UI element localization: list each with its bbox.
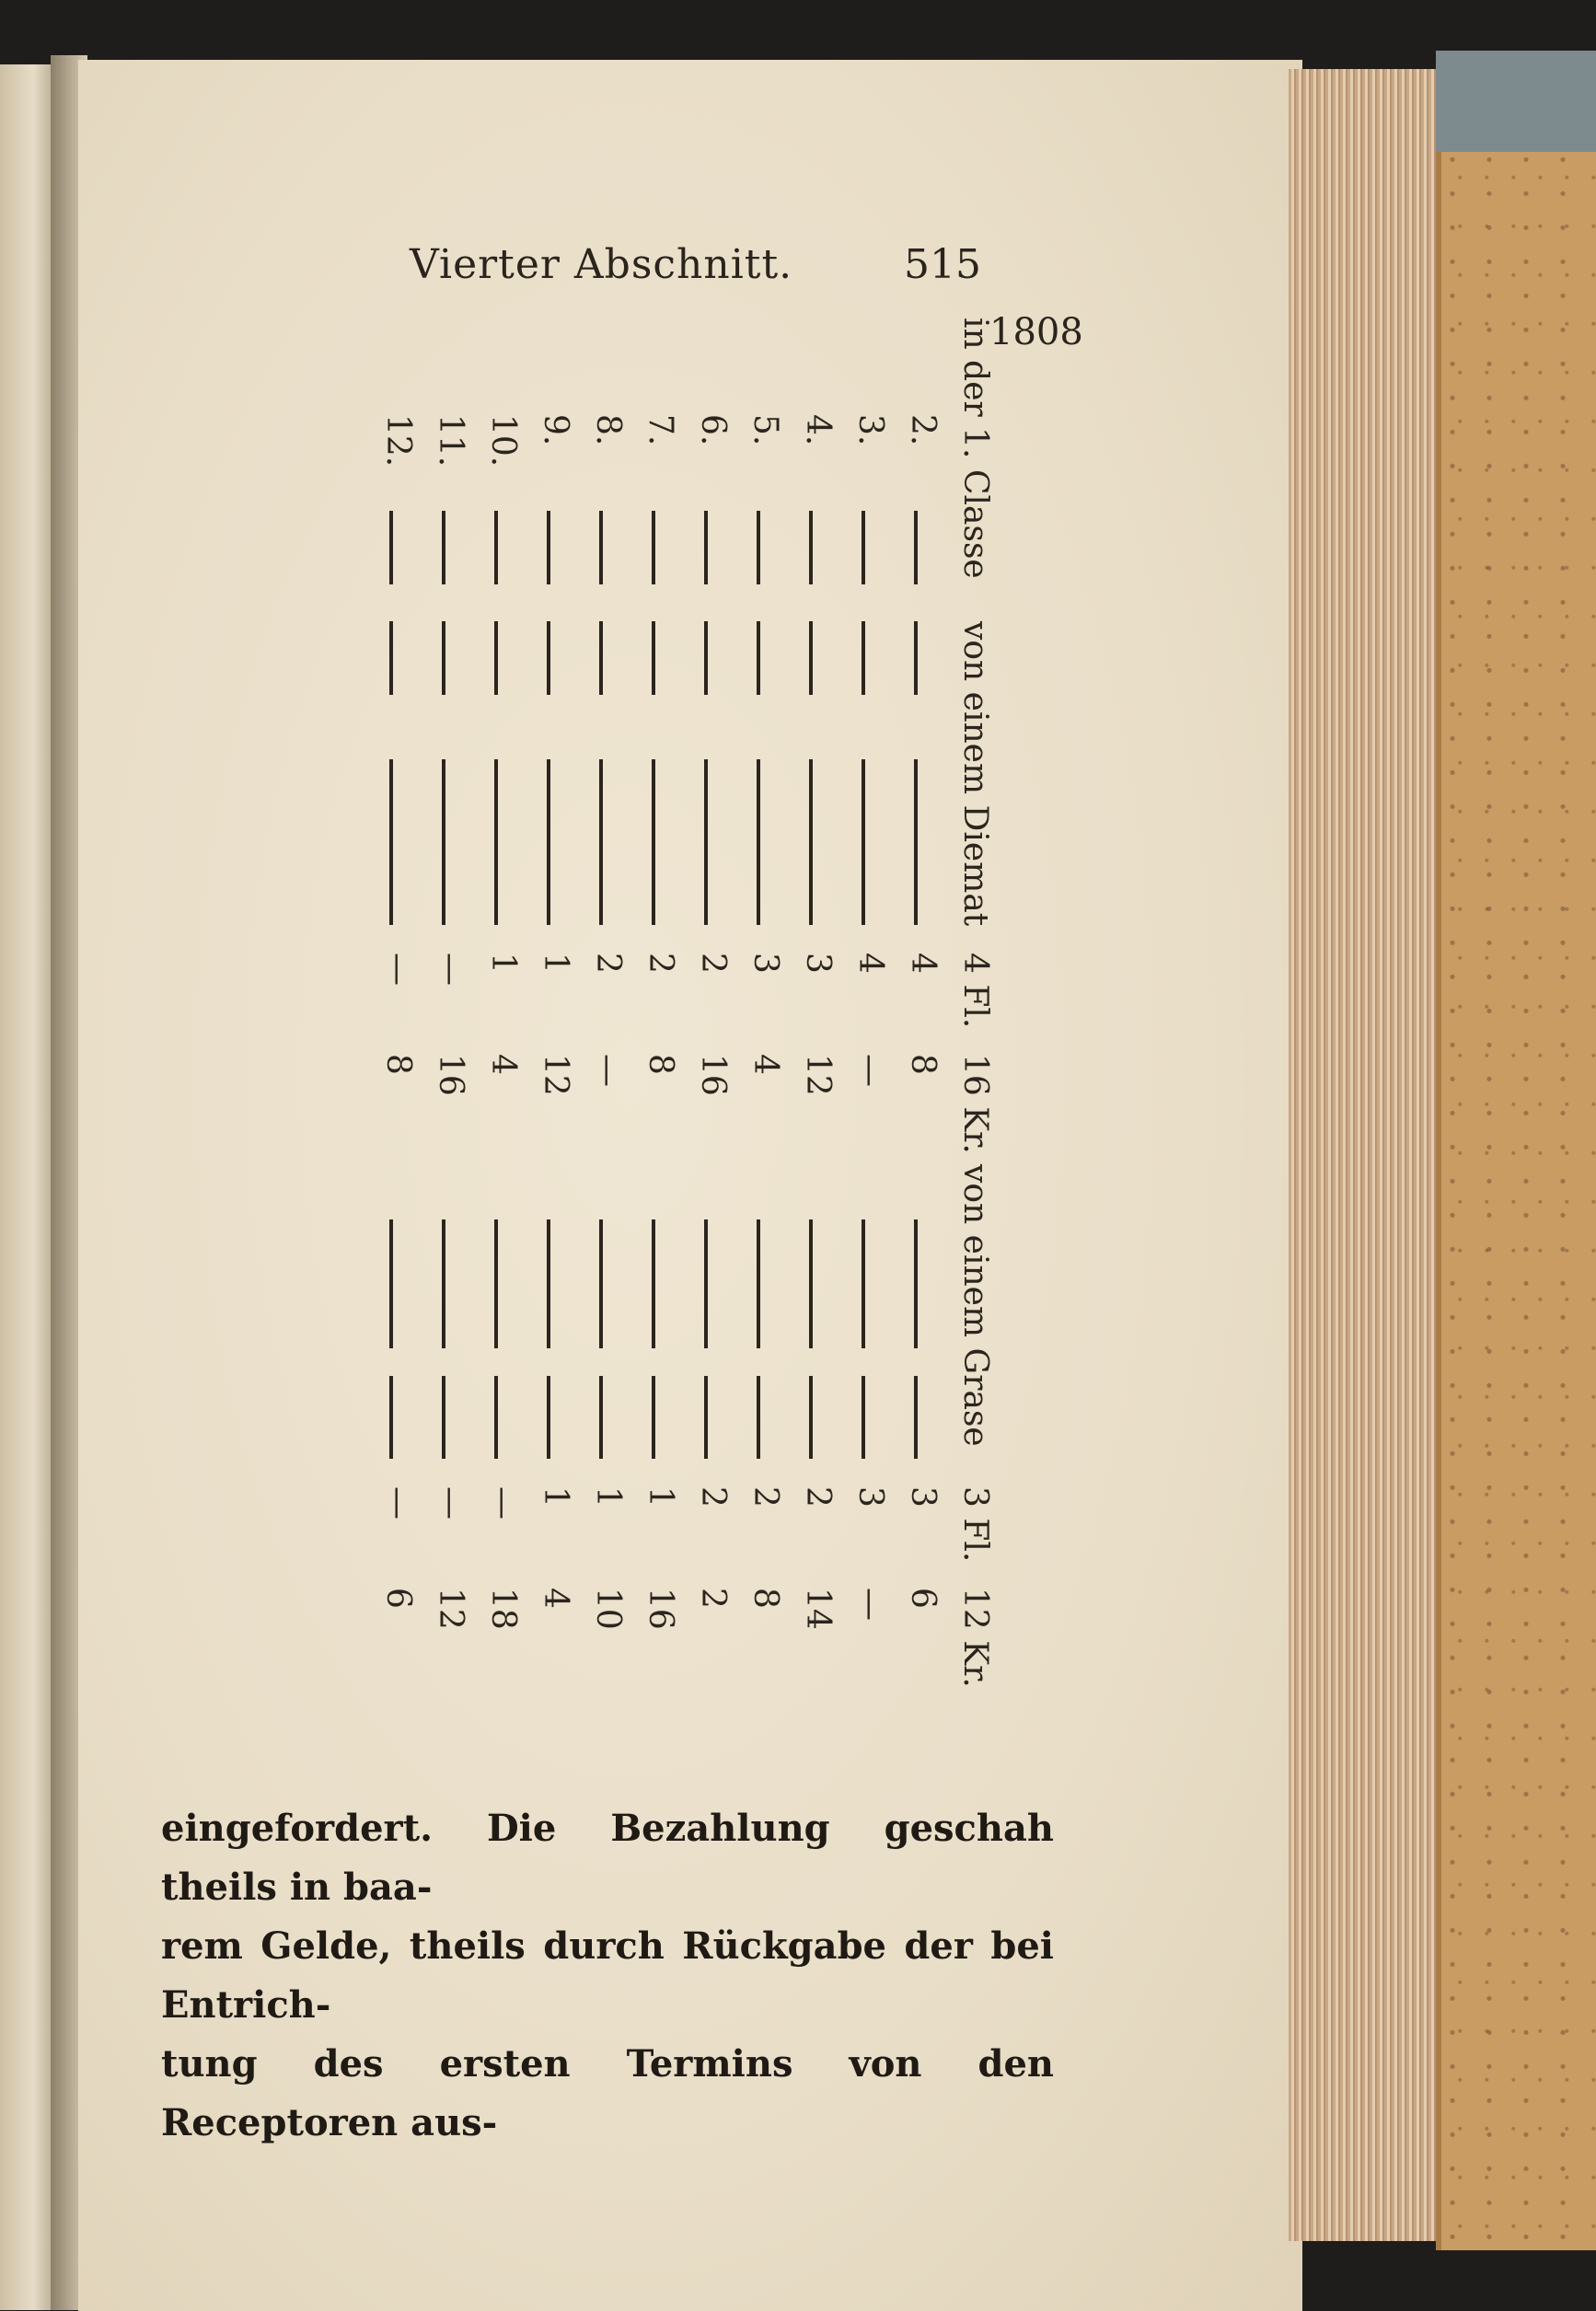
kr2: 12 bbox=[432, 1588, 469, 1630]
table-class: 2. bbox=[904, 414, 942, 446]
kr2: 12 Kr. bbox=[956, 1588, 994, 1688]
body-line: eingefordert. Die Bezahlung geschah theils in baa- bbox=[161, 1807, 1054, 1909]
dash-rule bbox=[442, 759, 445, 925]
fl2: 2 bbox=[694, 1486, 732, 1508]
table-class: 11. bbox=[432, 414, 469, 468]
dash-rule bbox=[704, 1376, 708, 1459]
dash-rule bbox=[914, 1219, 918, 1348]
dash-rule bbox=[389, 511, 393, 584]
table-class-label: in der 1. Classe bbox=[956, 318, 994, 579]
fl1: — bbox=[379, 953, 417, 986]
table-class: 9. bbox=[537, 414, 574, 446]
dash-rule bbox=[494, 759, 498, 925]
table-class: 7. bbox=[642, 414, 679, 446]
dash-rule bbox=[547, 511, 550, 584]
dash-rule bbox=[862, 621, 865, 695]
left-page-edge bbox=[0, 64, 55, 2310]
dash-rule bbox=[442, 1219, 445, 1348]
dash-rule bbox=[862, 1376, 865, 1459]
body-line: rem Gelde, theils durch Rückgabe der bei Entrich- bbox=[161, 1924, 1054, 2027]
fl1: — bbox=[432, 953, 469, 986]
dash-rule bbox=[442, 511, 445, 584]
table-class: 6. bbox=[694, 414, 732, 446]
fl1: 4 bbox=[851, 953, 889, 974]
kr2: 2 bbox=[694, 1588, 732, 1609]
cover-corner bbox=[1436, 51, 1596, 152]
table-class: 10. bbox=[484, 414, 522, 468]
dash-rule bbox=[494, 511, 498, 584]
page-edges bbox=[1289, 69, 1436, 2241]
dash-rule bbox=[652, 759, 655, 925]
dash-rule bbox=[757, 1219, 760, 1348]
dash-rule bbox=[914, 621, 918, 695]
fl2: — bbox=[484, 1486, 522, 1519]
kr1: 4 bbox=[484, 1054, 522, 1075]
fl1: 2 bbox=[694, 953, 732, 974]
dash-rule bbox=[862, 1219, 865, 1348]
dash-rule bbox=[494, 621, 498, 695]
fl1: 3 bbox=[799, 953, 837, 974]
body-text bbox=[161, 1799, 1054, 2153]
fl2: 3 bbox=[904, 1486, 942, 1508]
kr2: 6 bbox=[904, 1588, 942, 1609]
fl2: 1 bbox=[642, 1486, 679, 1508]
dash-rule bbox=[494, 1219, 498, 1348]
dash-rule bbox=[599, 1219, 603, 1348]
fl2: 1 bbox=[589, 1486, 627, 1508]
fl1: 1 bbox=[537, 953, 574, 974]
kr2: 14 bbox=[799, 1588, 837, 1630]
dash-rule bbox=[547, 1376, 550, 1459]
dash-rule bbox=[599, 511, 603, 584]
dash-rule bbox=[652, 1376, 655, 1459]
kr1: — bbox=[851, 1054, 889, 1087]
fl1: 4 Fl. bbox=[956, 953, 994, 1029]
fl1: 2 bbox=[589, 953, 627, 974]
fl2: 1 bbox=[537, 1486, 574, 1508]
dash-rule bbox=[547, 621, 550, 695]
dash-rule bbox=[757, 1376, 760, 1459]
kr1: 8 bbox=[379, 1054, 417, 1075]
fl2: 2 bbox=[746, 1486, 784, 1508]
kr1: 8 bbox=[642, 1054, 679, 1075]
dash-rule bbox=[757, 511, 760, 584]
dash-rule bbox=[547, 759, 550, 925]
dash-rule bbox=[757, 621, 760, 695]
table-class: 8. bbox=[589, 414, 627, 446]
dash-rule bbox=[494, 1376, 498, 1459]
fl2: 3 bbox=[851, 1486, 889, 1508]
dash-rule bbox=[652, 1219, 655, 1348]
kr1: 16 bbox=[694, 1054, 732, 1096]
dash-rule bbox=[389, 759, 393, 925]
kr1: 12 bbox=[799, 1054, 837, 1096]
dash-rule bbox=[809, 511, 813, 584]
dash-rule bbox=[599, 759, 603, 925]
dash-rule bbox=[809, 759, 813, 925]
kr1: 12 bbox=[537, 1054, 574, 1096]
kr2: 4 bbox=[537, 1588, 574, 1609]
rotated-tax-table bbox=[129, 318, 994, 1790]
dash-rule bbox=[914, 759, 918, 925]
dash-rule bbox=[389, 1219, 393, 1348]
table-class: 12. bbox=[379, 414, 417, 468]
dash-rule bbox=[599, 1376, 603, 1459]
table-class: 1. Classe bbox=[956, 427, 994, 579]
dash-rule bbox=[862, 759, 865, 925]
table-class: 4. bbox=[799, 414, 837, 446]
kr2: 10 bbox=[589, 1588, 627, 1630]
dash-rule bbox=[599, 621, 603, 695]
dash-rule bbox=[442, 1376, 445, 1459]
dash-rule bbox=[704, 621, 708, 695]
kr1: 16 bbox=[432, 1054, 469, 1096]
kr2: 6 bbox=[379, 1588, 417, 1609]
heading-diemat: von einem Diemat bbox=[956, 621, 994, 927]
dash-rule bbox=[389, 621, 393, 695]
dash-rule bbox=[862, 511, 865, 584]
kr2: — bbox=[851, 1588, 889, 1621]
book-cover bbox=[1436, 51, 1596, 2250]
fl2: — bbox=[379, 1486, 417, 1519]
fl2: — bbox=[432, 1486, 469, 1519]
dash-rule bbox=[547, 1219, 550, 1348]
kr1: 4 bbox=[746, 1054, 784, 1075]
dash-rule bbox=[914, 511, 918, 584]
fl1: 2 bbox=[642, 953, 679, 974]
kr2: 16 bbox=[642, 1588, 679, 1630]
fl2: 2 bbox=[799, 1486, 837, 1508]
dash-rule bbox=[389, 1376, 393, 1459]
dash-rule bbox=[704, 759, 708, 925]
fl1: 3 bbox=[746, 953, 784, 974]
heading-grase: von einem Grase bbox=[956, 1164, 994, 1447]
dash-rule bbox=[704, 1219, 708, 1348]
table-class: 5. bbox=[746, 414, 784, 446]
dash-rule bbox=[809, 1219, 813, 1348]
kr2: 18 bbox=[484, 1588, 522, 1630]
dash-rule bbox=[704, 511, 708, 584]
fl2: 3 Fl. bbox=[956, 1486, 994, 1563]
body-line: tung des ersten Termins von den Receptoren aus- bbox=[161, 2042, 1054, 2144]
dash-rule bbox=[757, 759, 760, 925]
kr1: — bbox=[589, 1054, 627, 1087]
running-head: Vierter Abschnitt. bbox=[410, 241, 793, 288]
table-class: 3. bbox=[851, 414, 889, 446]
dash-rule bbox=[914, 1376, 918, 1459]
kr1: 16 Kr. bbox=[956, 1054, 994, 1154]
page-number: 515 bbox=[904, 241, 981, 288]
margin-year: 1808 bbox=[989, 311, 1083, 353]
dash-rule bbox=[809, 621, 813, 695]
kr2: 8 bbox=[746, 1588, 784, 1609]
dash-rule bbox=[652, 511, 655, 584]
dash-rule bbox=[809, 1376, 813, 1459]
kr1: 8 bbox=[904, 1054, 942, 1075]
dash-rule bbox=[652, 621, 655, 695]
fl1: 1 bbox=[484, 953, 522, 974]
fl1: 4 bbox=[904, 953, 942, 974]
dash-rule bbox=[442, 621, 445, 695]
